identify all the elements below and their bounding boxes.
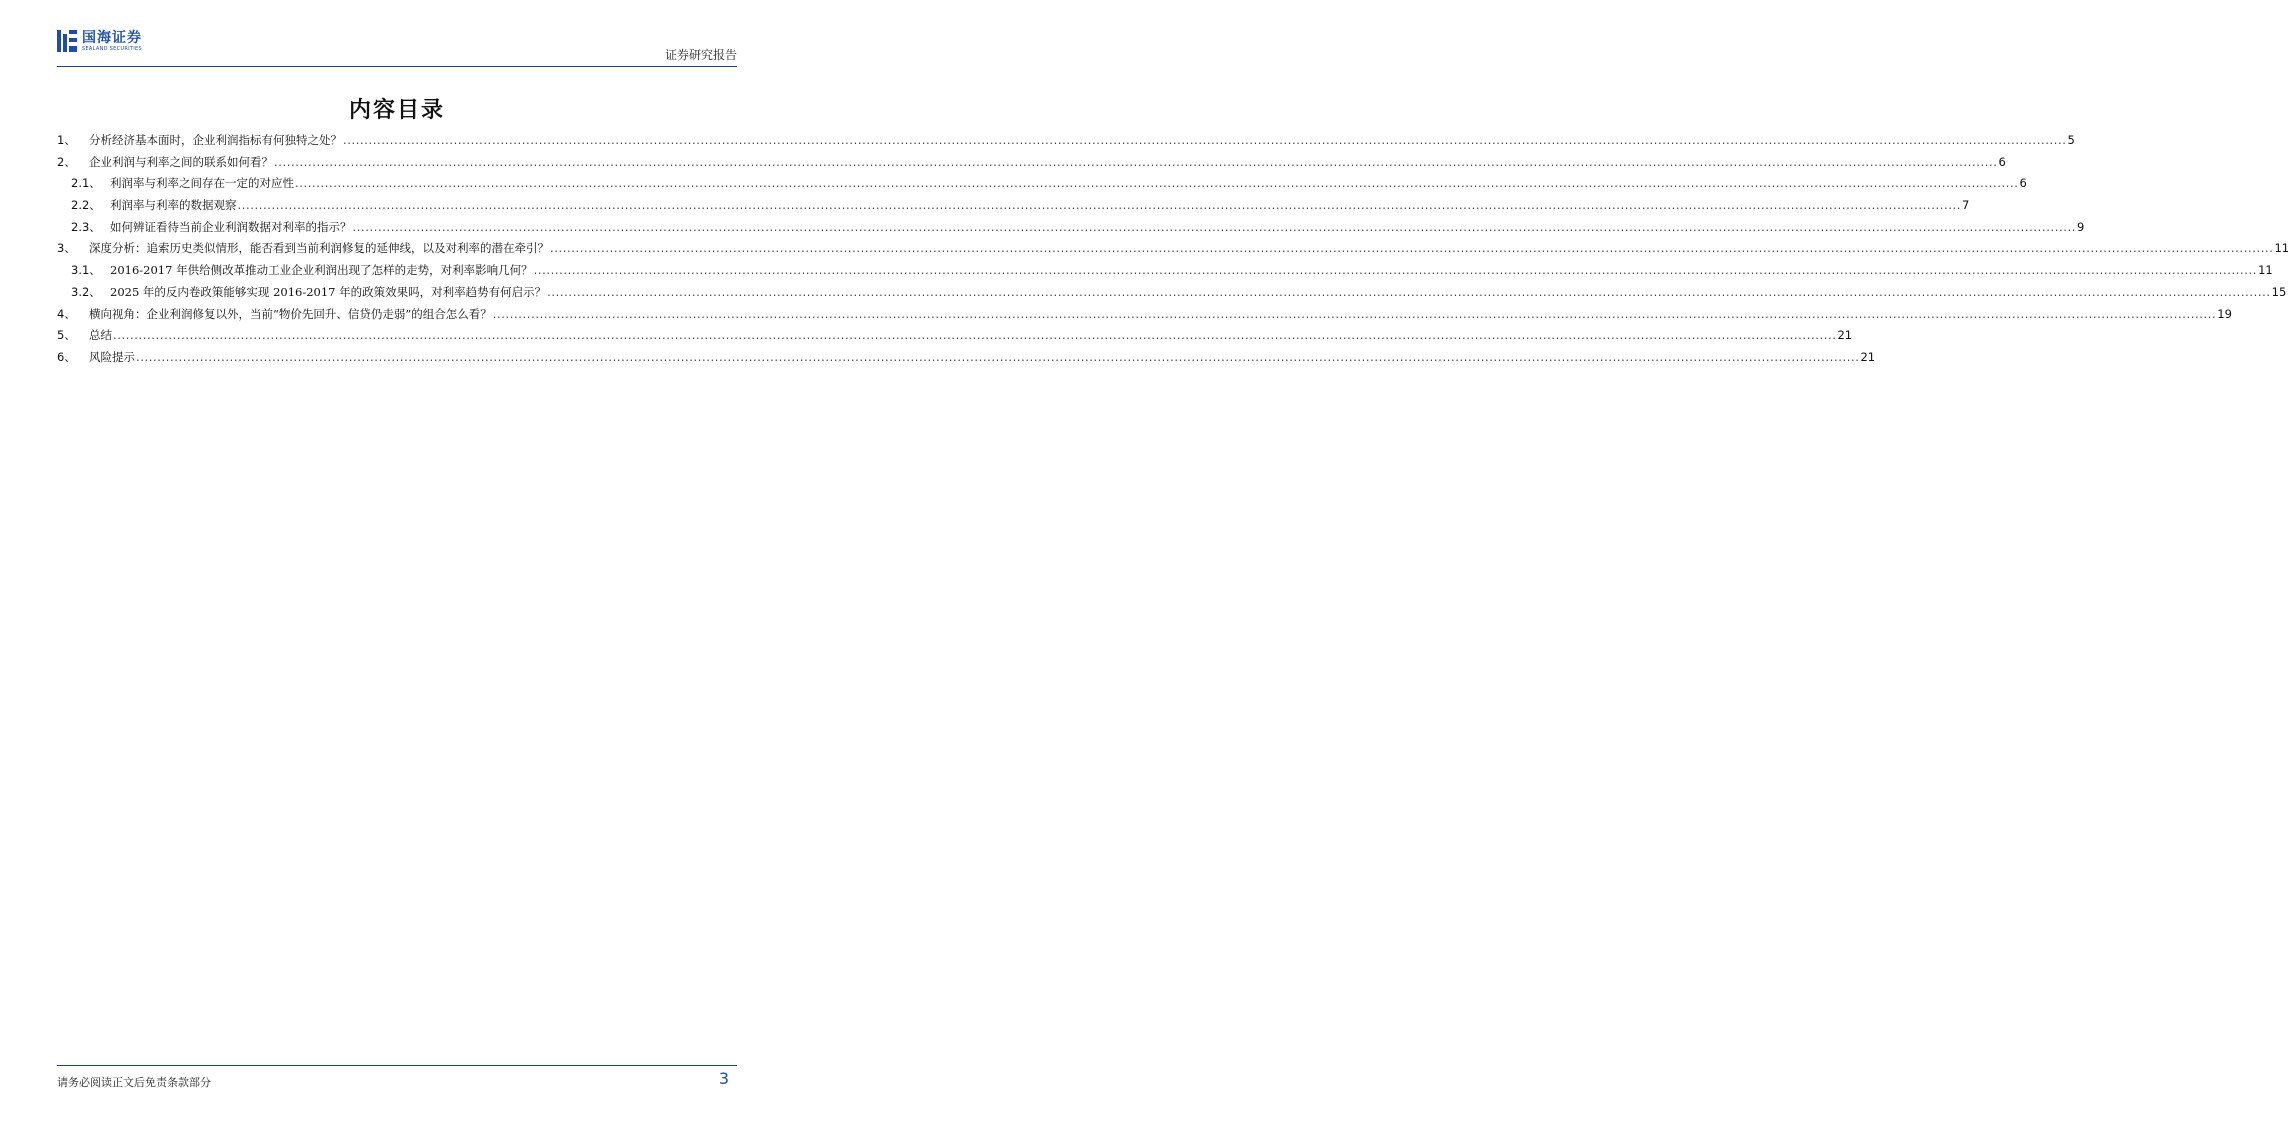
toc-entry-number: 1、: [57, 133, 76, 147]
toc-entry-number: 2.3、: [71, 219, 101, 234]
logo-name-cn: 国海证券: [82, 29, 142, 46]
toc-entry-number: 3.1、: [71, 263, 101, 278]
toc-entry[interactable]: [57, 197, 1970, 219]
toc-entry-title: 如何辨证看待当前企业利润数据对利率的指示？: [110, 219, 352, 234]
disclaimer-text: 请务必阅读正文后免责条款部分: [57, 1076, 211, 1089]
toc-entry-page: 9: [2076, 219, 2085, 234]
toc-entry-page: 19: [2217, 306, 2232, 321]
toc-entry[interactable]: [57, 175, 2027, 197]
toc-entry-title: 利润率与利率的数据观察: [110, 198, 237, 213]
toc-dot-leader: [550, 241, 2273, 255]
toc-dot-leader: [238, 198, 1961, 212]
toc-entry-number: 2、: [57, 154, 76, 169]
report-type-label: 证券研究报告: [664, 48, 737, 62]
toc-dot-leader: [353, 220, 2076, 234]
toc-entry[interactable]: [57, 306, 2232, 328]
toc-entry-title: 分析经济基本面时，企业利润指标有何独特之处？: [89, 133, 342, 147]
company-logo: [57, 30, 142, 52]
toc-entry-number: 2.1、: [71, 176, 101, 191]
toc-entry-page: 11: [2258, 263, 2273, 278]
toc-entry[interactable]: [57, 240, 2289, 262]
toc-entry-number: 3.2、: [71, 284, 101, 299]
page-number: 3: [718, 1069, 729, 1088]
toc-entry-number: 2.2、: [71, 198, 101, 213]
toc-entry-page: 7: [1961, 198, 1970, 213]
toc-entry[interactable]: [57, 154, 2006, 176]
toc-entry-title: 2016-2017 年供给侧改革推动工业企业利润出现了怎样的走势，对利率影响几何？: [110, 263, 533, 278]
toc-dot-leader: [113, 328, 1836, 342]
toc-entry-title: 2025 年的反内卷政策能够实现 2016-2017 年的政策效果吗，对利率趋势有何启示？: [110, 284, 547, 299]
toc-entry[interactable]: [57, 284, 2287, 306]
toc-entry-page: 5: [2067, 133, 2075, 147]
logo-icon: [57, 30, 77, 52]
toc-entry-title: 企业利润与利率之间的联系如何看？: [89, 154, 273, 169]
toc-entry-title: 深度分析：追索历史类似情形，能否看到当前利润修复的延伸线，以及对利率的潜在牵引？: [89, 241, 549, 256]
toc-entry-title: 利润率与利率之间存在一定的对应性: [110, 176, 294, 191]
page-footer: [57, 1065, 737, 1096]
toc-entry-page: 21: [1860, 349, 1876, 364]
toc-entry[interactable]: [57, 327, 1853, 349]
toc-dot-leader: [493, 307, 2216, 321]
toc-dot-leader: [534, 263, 2257, 277]
toc-dot-leader: [136, 350, 1859, 364]
toc-entry-number: 3、: [57, 241, 76, 256]
toc-entry[interactable]: [57, 349, 1876, 371]
toc-entry-page: 15: [2271, 284, 2287, 299]
toc-entry-page: 6: [2019, 176, 2027, 191]
toc-entry[interactable]: [57, 219, 2085, 241]
toc-entry-number: 5、: [57, 328, 76, 343]
toc-dot-leader: [343, 133, 2066, 147]
toc-entry-title: 总结: [89, 328, 112, 343]
page-header: [57, 28, 737, 67]
toc-entry-page: 6: [1998, 154, 2006, 169]
toc-entry-title: 横向视角：企业利润修复以外，当前“物价先回升、信贷仍走弱”的组合怎么看？: [89, 306, 492, 321]
toc-entry-page: 11: [2274, 241, 2289, 256]
toc-entry[interactable]: [57, 132, 2075, 154]
toc-dot-leader: [547, 285, 2270, 299]
toc-entry-page: 21: [1837, 328, 1853, 343]
toc-entry[interactable]: [57, 262, 2273, 284]
toc-entry-title: 风险提示: [89, 349, 135, 364]
toc-title: 内容目录: [348, 97, 445, 123]
toc-dot-leader: [274, 155, 1997, 169]
toc-entry-number: 6、: [57, 349, 76, 364]
toc-dot-leader: [295, 176, 2018, 190]
logo-name-en: SEALAND SECURITIES: [82, 45, 142, 52]
toc-entry-number: 4、: [57, 306, 76, 321]
table-of-contents: [57, 132, 2289, 371]
